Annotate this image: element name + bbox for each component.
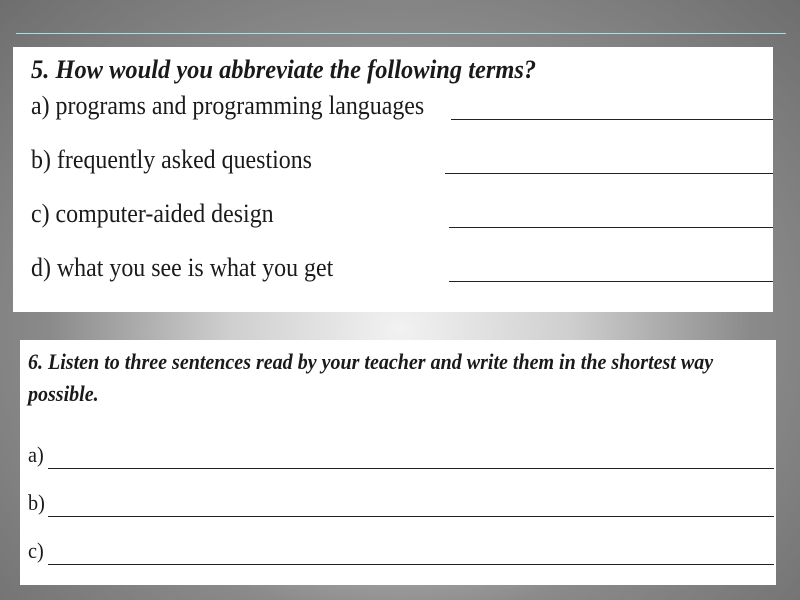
question-5-title: 5. How would you abbreviate the following terms? <box>31 55 537 84</box>
question-6-title-line-1: 6. Listen to three sentences read by your teacher and write them in the shortest way <box>28 349 714 374</box>
question-6-item-b: b) <box>28 490 45 515</box>
answer-line-5b[interactable] <box>445 173 773 174</box>
answer-line-6b[interactable] <box>48 516 774 517</box>
answer-line-5c[interactable] <box>449 227 773 228</box>
top-accent-rule <box>16 33 786 34</box>
answer-line-6c[interactable] <box>48 564 774 565</box>
question-5-item-b: b) frequently asked questions <box>31 145 313 174</box>
question-5-item-a: a) programs and programming languages <box>31 91 425 120</box>
question-6-item-c: c) <box>28 538 44 563</box>
question-6-title <box>28 346 713 410</box>
question-5-panel <box>13 47 773 312</box>
question-5-item-c: c) computer-aided design <box>31 199 274 228</box>
answer-line-5a[interactable] <box>451 119 773 120</box>
answer-line-6a[interactable] <box>48 468 774 469</box>
question-6-panel <box>20 340 776 585</box>
answer-line-5d[interactable] <box>449 281 773 282</box>
question-6-item-a: a) <box>28 442 44 467</box>
question-5-item-d: d) what you see is what you get <box>31 253 334 282</box>
question-6-title-line-2: possible. <box>28 381 99 406</box>
